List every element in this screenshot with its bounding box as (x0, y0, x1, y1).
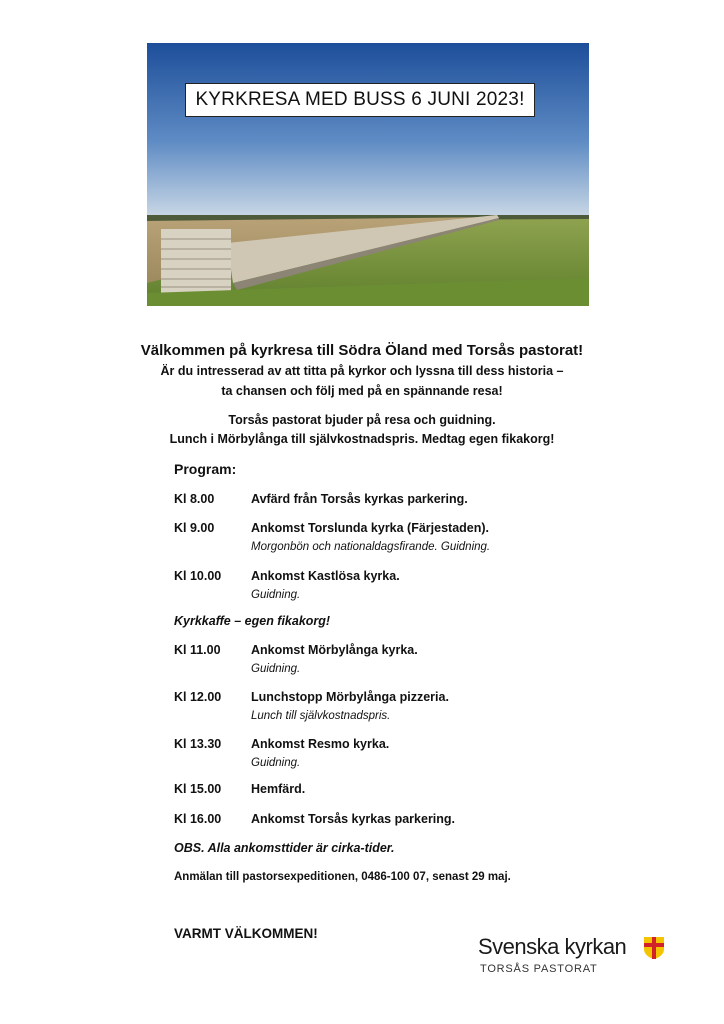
program-time: Kl 16.00 (174, 812, 222, 826)
program-time: Kl 15.00 (174, 782, 222, 796)
program-time: Kl 8.00 (174, 492, 215, 506)
intro-heading: Välkommen på kyrkresa till Södra Öland med Torsås pastorat! (140, 342, 584, 359)
program-desc: Ankomst Resmo kyrka. (251, 737, 390, 751)
intro-line-2: ta chansen och följ med på en spännande resa! (221, 384, 503, 398)
logo-name: Svenska kyrkan (478, 934, 627, 959)
program-note: Morgonbön och nationaldagsfirande. Guidning. (251, 541, 491, 553)
obs-note: OBS. Alla ankomsttider är cirka-tider. (174, 841, 395, 855)
church-cross-icon (643, 936, 665, 960)
coffee-note: Kyrkkaffe – egen fikakorg! (174, 614, 331, 628)
program-desc: Ankomst Mörbylånga kyrka. (251, 643, 418, 657)
program-desc: Hemfärd. (251, 782, 306, 796)
intro-line-3: Torsås pastorat bjuder på resa och guidning. (228, 413, 496, 427)
program-note: Guidning. (251, 589, 301, 601)
program-time: Kl 10.00 (174, 569, 222, 583)
intro-line-4: Lunch i Mörbylånga till självkostnadspris. Medtag egen fikakorg! (169, 432, 555, 446)
program-desc: Avfärd från Torsås kyrkas parkering. (251, 492, 468, 506)
intro-line-1: Är du intresserad av att titta på kyrkor och lyssna till dess historia – (160, 364, 564, 378)
svenska-kyrkan-logo (478, 934, 668, 980)
logo-subtitle: TORSÅS PASTORAT (480, 963, 598, 975)
program-desc: Ankomst Torsås kyrkas parkering. (251, 812, 456, 826)
registration-info: Anmälan till pastorsexpeditionen, 0486-100 07, senast 29 maj. (174, 871, 511, 883)
program-time: Kl 12.00 (174, 690, 222, 704)
program-time: Kl 13.30 (174, 737, 222, 751)
program-note: Guidning. (251, 663, 301, 675)
program-desc: Ankomst Torslunda kyrka (Färjestaden). (251, 521, 490, 535)
program-note: Guidning. (251, 757, 301, 769)
program-note: Lunch till självkostnadspris. (251, 710, 391, 722)
page-title: KYRKRESA MED BUSS 6 JUNI 2023! (185, 83, 535, 117)
program-desc: Lunchstopp Mörbylånga pizzeria. (251, 690, 449, 704)
program-time: Kl 9.00 (174, 521, 215, 535)
welcome-text: VARMT VÄLKOMMEN! (174, 926, 318, 941)
program-time: Kl 11.00 (174, 643, 221, 657)
program-heading: Program: (174, 461, 237, 477)
program-desc: Ankomst Kastlösa kyrka. (251, 569, 400, 583)
